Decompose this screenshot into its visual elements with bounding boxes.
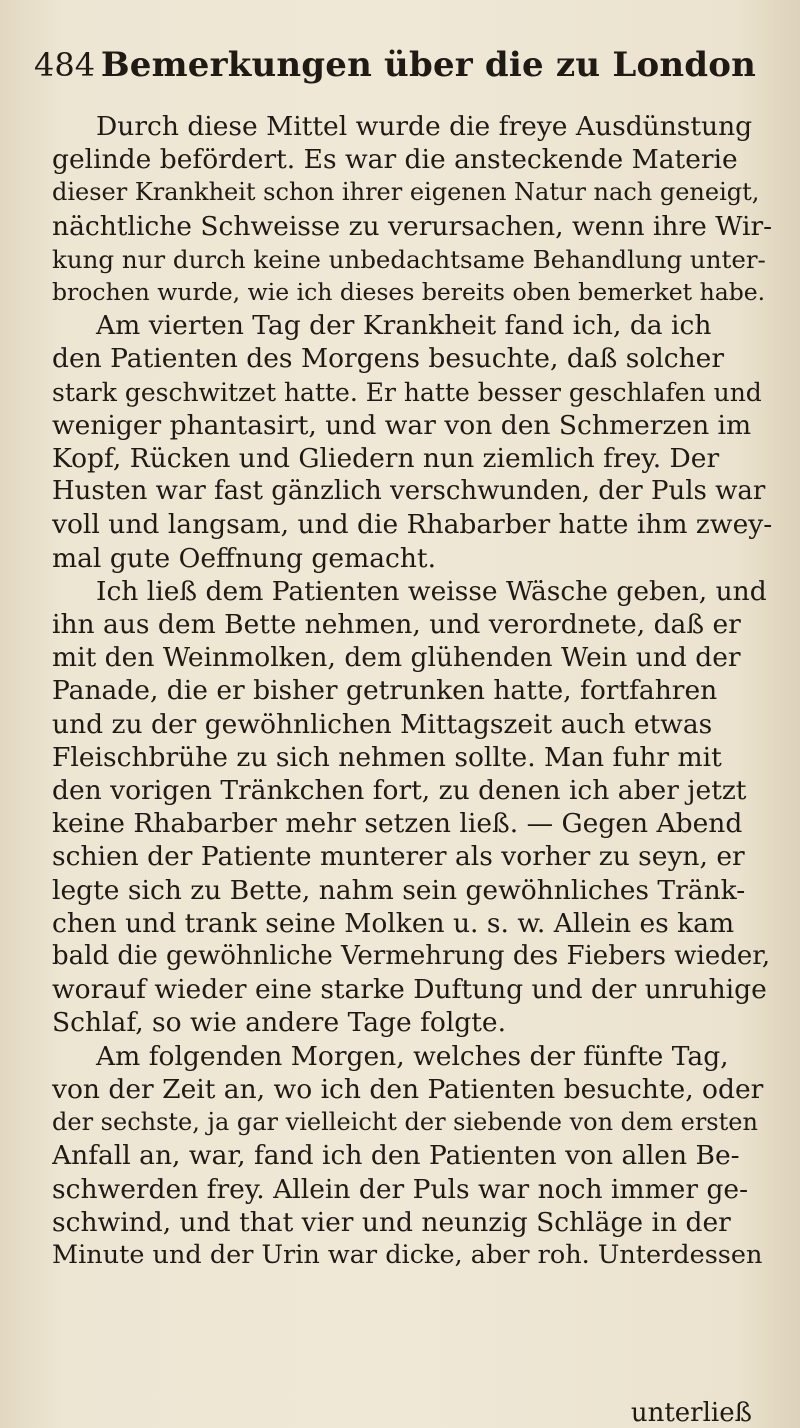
text-line: gelinde befördert. Es war die ansteckende Materie xyxy=(52,144,738,176)
text-line: schien der Patiente munterer als vorher zu seyn, er xyxy=(52,841,745,873)
text-line: weniger phantasirt, und war von den Schmerzen im xyxy=(52,409,752,441)
text-line: legte sich zu Bette, nahm sein gewöhnliches Tränk- xyxy=(52,874,746,906)
text-line: schwind, und that vier und neunzig Schläge in der xyxy=(52,1206,731,1238)
running-head: Bemerkungen über die zu London xyxy=(100,45,757,85)
text-line: brochen wurde, wie ich dieses bereits oben bemerket habe. xyxy=(52,278,766,307)
text-line: und zu der gewöhnlichen Mittagszeit auch etwas xyxy=(52,708,713,740)
text-line: chen und trank seine Molken u. s. w. Allein es kam xyxy=(52,907,735,939)
text-line: Durch diese Mittel wurde die freye Ausdünstung xyxy=(96,111,753,142)
text-line: den Patienten des Morgens besuchte, daß solcher xyxy=(52,343,725,375)
text-line: Fleischbrühe zu sich nehmen sollte. Man fuhr mit xyxy=(52,741,722,773)
text-line: bald die gewöhnliche Vermehrung des Fiebers wieder, xyxy=(52,941,771,972)
text-line: Ich ließ dem Patienten weisse Wäsche geben, und xyxy=(96,575,767,607)
text-line: schwerden frey. Allein der Puls war noch immer ge- xyxy=(52,1173,749,1205)
text-line: Am folgenden Morgen, welches der fünfte Tag, xyxy=(96,1040,729,1072)
catchword: unterließ xyxy=(630,1398,752,1428)
text-line: von der Zeit an, wo ich den Patienten besuchte, oder xyxy=(52,1073,764,1105)
text-line: worauf wieder eine starke Duftung und der unruhige xyxy=(52,974,767,1006)
text-line: mal gute Oeffnung gemacht. xyxy=(52,542,436,574)
text-line: mit den Weinmolken, dem glühenden Wein und der xyxy=(52,642,741,674)
text-line: Minute und der Urin war dicke, aber roh. Unterdessen xyxy=(52,1239,763,1270)
page-header xyxy=(34,40,774,90)
text-line: ihn aus dem Bette nehmen, und verordnete, daß er xyxy=(52,609,741,641)
text-line: Anfall an, war, fand ich den Patienten von allen Be- xyxy=(52,1140,740,1172)
text-line: stark geschwitzet hatte. Er hatte besser geschlafen und xyxy=(52,377,762,407)
text-line: Am vierten Tag der Krankheit fand ich, da ich xyxy=(96,310,712,342)
text-line: keine Rhabarber mehr setzen ließ. — Gegen Abend xyxy=(52,808,743,840)
text-line: dieser Krankheit schon ihrer eigenen Natur nach geneigt, xyxy=(52,178,760,207)
text-line: den vorigen Tränkchen fort, zu denen ich aber jetzt xyxy=(52,775,747,807)
page-number: 484 xyxy=(34,46,96,84)
text-line: Kopf, Rücken und Gliedern nun ziemlich frey. Der xyxy=(52,443,720,475)
text-line: Husten war fast gänzlich verschwunden, der Puls war xyxy=(52,476,766,507)
body-text xyxy=(52,110,772,1272)
text-line: voll und langsam, und die Rhabarber hatte ihm zwey- xyxy=(52,509,772,541)
text-line: Panade, die er bisher getrunken hatte, fortfahren xyxy=(52,675,718,707)
text-line: nächtliche Schweisse zu verursachen, wenn ihre Wir- xyxy=(52,210,772,242)
text-line: kung nur durch keine unbedachtsame Behandlung unter- xyxy=(52,244,766,274)
text-line: der sechste, ja gar vielleicht der siebende von dem ersten xyxy=(52,1108,758,1137)
text-line: Schlaf, so wie andere Tage folgte. xyxy=(52,1007,507,1039)
